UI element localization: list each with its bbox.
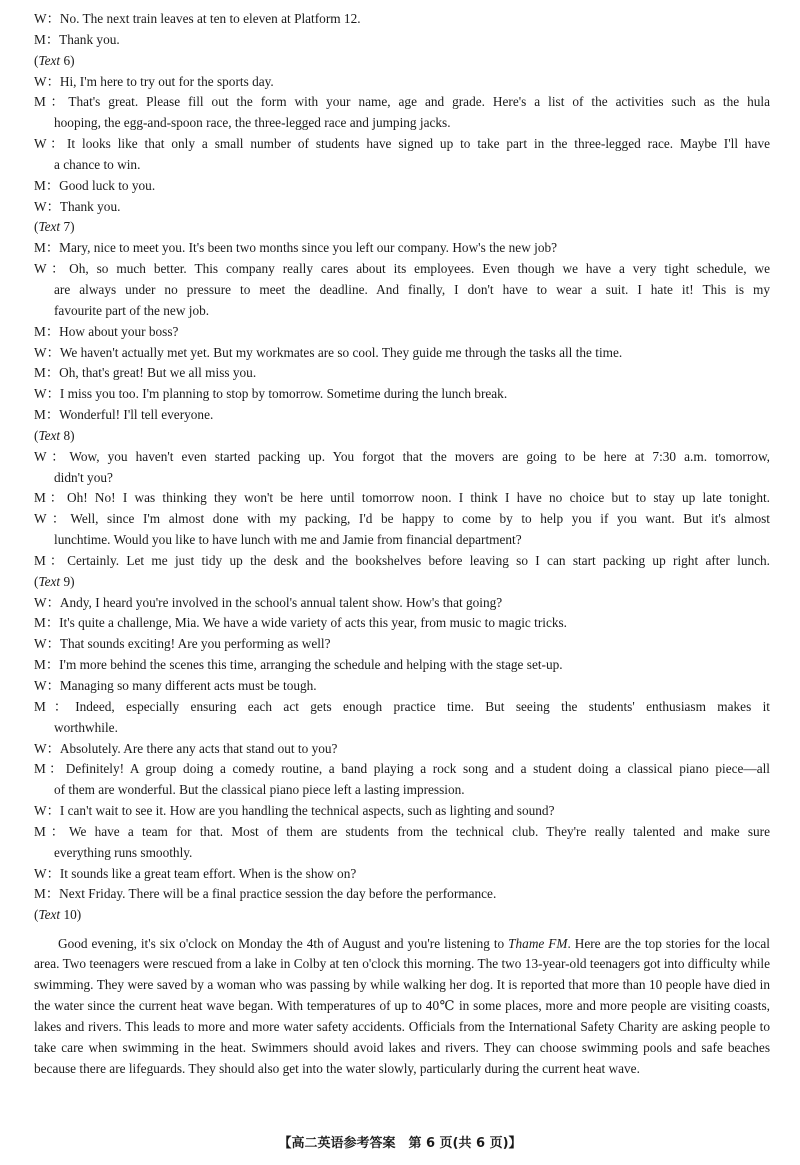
speaker-colon: ： — [45, 240, 60, 256]
speaker-colon: ： — [46, 678, 60, 693]
dialogue-continuation: everything runs smoothly. — [54, 844, 193, 860]
dialogue-text: It looks like that only a small number of students have signed up to take part in the three-legged race. Maybe I'll have — [67, 136, 770, 152]
speaker-tag: W — [34, 636, 47, 652]
dialogue-text: Well, since I'm almost done with my packing, I'd be happy to come by to help you if you want. But it's almost — [70, 511, 770, 527]
speaker-colon: ： — [46, 594, 60, 610]
text-section-label — [34, 51, 770, 72]
label-number: 7 — [63, 219, 71, 235]
dialogue-text: Good luck to you. — [59, 177, 156, 193]
dialogue-text: I miss you too. I'm planning to stop by tomorrow. Sometime during the lunch break. — [59, 386, 508, 402]
dialogue-text: Hi, I'm here to try out for the sports day. — [59, 73, 274, 89]
speaker-colon: ： — [45, 615, 60, 631]
dialogue-text: That's great. Please fill out the form with your name, age and grade. Here's a list of the activities such as the hula — [68, 94, 770, 110]
dialogue-text: Wonderful! I'll tell everyone. — [59, 407, 214, 423]
speaker-colon: ： — [46, 865, 60, 881]
speaker-tag: M — [34, 323, 46, 339]
label-word: Text — [38, 907, 61, 923]
dialogue-text: Absolutely. Are there any acts that stand out to you? — [59, 740, 338, 756]
monologue-body: . Here are the top stories for the local area. Two teenagers were rescued from a lake in Colby at ten o'clock this morning. The two 13-year-old teenagers got into difficulty while swimming. They were saved by a woman who was passing by while walking her dog. It is reported that more than 10 people have died in the water since the current heat wave began. With temperatures of up to 40℃ in some places, more and more people are visiting coasts, lakes and rivers. This leads to more and more water safety accidents. Officials from the International Safety Charity are asking people to take care when swimming in the heat. Swimmers should avoid lakes and rivers. They can choose swimming pools and safe beaches because there are lifeguards. They should also get into the water slowly, particularly during the current heat wave. — [34, 935, 770, 1076]
label-word: Text — [38, 52, 61, 68]
dialogue-continuation: didn't you? — [54, 469, 113, 485]
speaker-tag: M — [34, 31, 46, 47]
speaker-colon: ： — [46, 636, 60, 652]
dialogue-turn — [34, 801, 770, 822]
dialogue-turn — [34, 9, 770, 30]
monologue-intro: Good evening, it's six o'clock on Monday the 4th of August and you're listening to — [58, 935, 509, 951]
label-number: 8 — [63, 427, 71, 443]
speaker-tag: M — [34, 94, 46, 110]
speaker-colon: ： — [46, 73, 60, 89]
label-paren-open: ( — [34, 219, 39, 235]
dialogue-continuation: a chance to win. — [54, 156, 141, 172]
dialogue-text: I can't wait to see it. How are you handling the technical aspects, such as lighting and sound? — [59, 803, 555, 819]
speaker-tag: W — [34, 386, 47, 402]
dialogue-text: Mary, nice to meet you. It's been two months since you left our company. How's the new job? — [59, 240, 558, 256]
label-number: 9 — [63, 573, 71, 589]
speaker-colon: ： — [46, 261, 70, 277]
speaker-tag: W — [34, 198, 47, 214]
dialogue-text: Andy, I heard you're involved in the school's annual talent show. How's that going? — [59, 594, 503, 610]
speaker-tag: W — [34, 865, 47, 881]
speaker-tag: M — [34, 365, 46, 381]
text-section-label — [34, 572, 770, 593]
speaker-tag: M — [34, 823, 46, 839]
speaker-tag: W — [34, 594, 47, 610]
speaker-tag: W — [34, 136, 47, 152]
dialogue-continuation: favourite part of the new job. — [54, 302, 210, 318]
station-name: Thame FM — [508, 935, 568, 951]
dialogue-text: No. The next train leaves at ten to eleven at Platform 12. — [59, 11, 361, 26]
speaker-colon: ： — [45, 761, 66, 777]
dialogue-turn — [34, 363, 770, 384]
dialogue-continuation: lunchtime. Would you like to have lunch with me and Jamie from financial department? — [54, 532, 522, 548]
speaker-colon: ： — [45, 490, 67, 506]
dialogue-continuation: of them are wonderful. But the classical piano piece left a lasting impression. — [54, 782, 465, 798]
dialogue-turn — [34, 92, 770, 113]
speaker-tag: W — [34, 678, 47, 693]
dialogue-text: Next Friday. There will be a final practice session the day before the performance. — [59, 886, 497, 902]
speaker-colon: ： — [45, 407, 60, 423]
dialogue-turn — [34, 676, 770, 697]
dialogue-turn — [34, 238, 770, 259]
speaker-tag: W — [34, 73, 47, 89]
label-paren-close: ) — [70, 573, 75, 589]
dialogue-turn — [34, 884, 770, 905]
label-number: 10 — [63, 907, 77, 923]
label-number: 6 — [63, 52, 71, 68]
dialogue-turn — [34, 197, 770, 218]
speaker-tag: M — [34, 698, 46, 714]
speaker-colon: ： — [45, 552, 68, 568]
dialogue-turn — [34, 322, 770, 343]
dialogue-turn — [34, 447, 770, 468]
label-paren-open: ( — [34, 573, 39, 589]
dialogue-text: It's quite a challenge, Mia. We have a wide variety of acts this year, from music to magic tricks. — [59, 615, 568, 631]
label-word: Text — [38, 219, 61, 235]
dialogue-continuation: hooping, the egg-and-spoon race, the three-legged race and jumping jacks. — [54, 115, 451, 131]
dialogue-continuation: worthwhile. — [54, 719, 118, 735]
speaker-colon: ： — [45, 323, 60, 339]
speaker-colon: ： — [45, 823, 69, 839]
dialogue-turn — [34, 384, 770, 405]
label-paren-open: ( — [34, 52, 39, 68]
dialogue-turn — [34, 697, 770, 718]
dialogue-text: Wow, you haven't even started packing up. You forgot that the movers are going to be here at 7:30 a.m. tomorrow, — [69, 448, 770, 464]
dialogue-turn — [34, 822, 770, 843]
speaker-tag: M — [34, 761, 46, 777]
speaker-tag: M — [34, 886, 46, 902]
dialogue-text: That sounds exciting! Are you performing as well? — [59, 636, 331, 652]
dialogue-text: How about your boss? — [59, 323, 179, 339]
speaker-colon: ： — [45, 698, 76, 714]
label-paren-close: ) — [70, 219, 75, 235]
speaker-tag: W — [34, 11, 47, 26]
speaker-colon: ： — [46, 386, 60, 402]
dialogue-turn — [34, 613, 770, 634]
speaker-colon: ： — [45, 365, 60, 381]
speaker-colon: ： — [46, 344, 60, 360]
dialogue-text: Oh! No! I was thinking they won't be here until tomorrow noon. I think I have no choice but to stay up late tonight. — [66, 490, 770, 506]
dialogue-turn — [34, 405, 770, 426]
speaker-colon: ： — [45, 94, 69, 110]
dialogue-turn — [34, 864, 770, 885]
dialogue-turn — [34, 593, 770, 614]
dialogue-text: It sounds like a great team effort. When is the show on? — [59, 865, 357, 881]
speaker-tag: M — [34, 407, 46, 423]
dialogue-turn — [34, 72, 770, 93]
speaker-tag: W — [34, 511, 47, 527]
speaker-tag: W — [34, 344, 47, 360]
speaker-tag: M — [34, 240, 46, 256]
dialogue-turn — [34, 634, 770, 655]
dialogue-turn — [34, 488, 770, 509]
speaker-colon: ： — [45, 31, 60, 47]
dialogue-text: Definitely! A group doing a comedy routine, a band playing a rock song and a student doing a classical piano piece—all — [65, 761, 770, 777]
speaker-colon: ： — [45, 886, 60, 902]
text-10-monologue — [34, 934, 770, 1080]
speaker-tag: W — [34, 448, 47, 464]
dialogue-text: Oh, that's great! But we all miss you. — [59, 365, 257, 381]
speaker-colon: ： — [45, 177, 60, 193]
dialogue-turn — [34, 739, 770, 760]
text-section-label — [34, 426, 770, 447]
speaker-colon: ： — [45, 657, 60, 673]
speaker-tag: W — [34, 740, 47, 756]
text-section-label — [34, 217, 770, 238]
dialogue-text: We have a team for that. Most of them are students from the technical club. They're really talented and make sure — [68, 823, 770, 839]
dialogue-turn — [34, 655, 770, 676]
speaker-tag: W — [34, 803, 47, 819]
dialogue-continuation: are always under no pressure to meet the deadline. And finally, I don't have to wear a suit. I hate it! This is my — [54, 281, 770, 297]
dialogue-text: Thank you. — [59, 31, 120, 47]
label-paren-close: ) — [70, 427, 75, 443]
text-10-monologue-wrap — [34, 934, 770, 1080]
speaker-colon: ： — [46, 803, 60, 819]
label-paren-open: ( — [34, 907, 39, 923]
dialogue-text: We haven't actually met yet. But my workmates are so cool. They guide me through the tasks all the time. — [59, 344, 623, 360]
speaker-tag: M — [34, 657, 46, 673]
dialogue-turn — [34, 343, 770, 364]
dialogue-turn — [34, 509, 770, 530]
transcript-content — [34, 9, 770, 926]
speaker-colon: ： — [46, 511, 71, 527]
label-paren-open: ( — [34, 427, 39, 443]
dialogue-turn — [34, 259, 770, 280]
speaker-tag: M — [34, 490, 46, 506]
speaker-colon: ： — [46, 198, 60, 214]
dialogue-turn — [34, 551, 770, 572]
speaker-colon: ： — [46, 448, 70, 464]
dialogue-text: Oh, so much better. This company really cares about its employees. Even though we have a very tight schedule, we — [69, 261, 770, 277]
dialogue-turn — [34, 30, 770, 51]
dialogue-text: I'm more behind the scenes this time, arranging the schedule and helping with the stage set-up. — [59, 657, 563, 673]
dialogue-text: Certainly. Let me just tidy up the desk and the bookshelves before leaving so I can start packing up right after lunch. — [67, 552, 770, 568]
speaker-tag: W — [34, 261, 47, 277]
dialogue-text: Thank you. — [59, 198, 121, 214]
speaker-colon: ： — [46, 136, 67, 152]
speaker-tag: M — [34, 552, 46, 568]
speaker-colon: ： — [46, 740, 60, 756]
label-word: Text — [38, 573, 61, 589]
speaker-tag: M — [34, 177, 46, 193]
dialogue-text: Managing so many different acts must be tough. — [59, 678, 317, 693]
dialogue-turn — [34, 759, 770, 780]
label-paren-close: ) — [70, 52, 75, 68]
dialogue-text: Indeed, especially ensuring each act gets enough practice time. But seeing the students' enthusiasm makes it — [75, 698, 770, 714]
text-section-label — [34, 905, 770, 926]
page-footer: 【高二英语参考答案 第 6 页(共 6 页)】 — [278, 1136, 522, 1151]
dialogue-turn — [34, 176, 770, 197]
dialogue-turn — [34, 134, 770, 155]
label-word: Text — [38, 427, 61, 443]
label-paren-close: ) — [76, 907, 82, 923]
speaker-colon: ： — [46, 11, 60, 26]
speaker-tag: M — [34, 615, 46, 631]
